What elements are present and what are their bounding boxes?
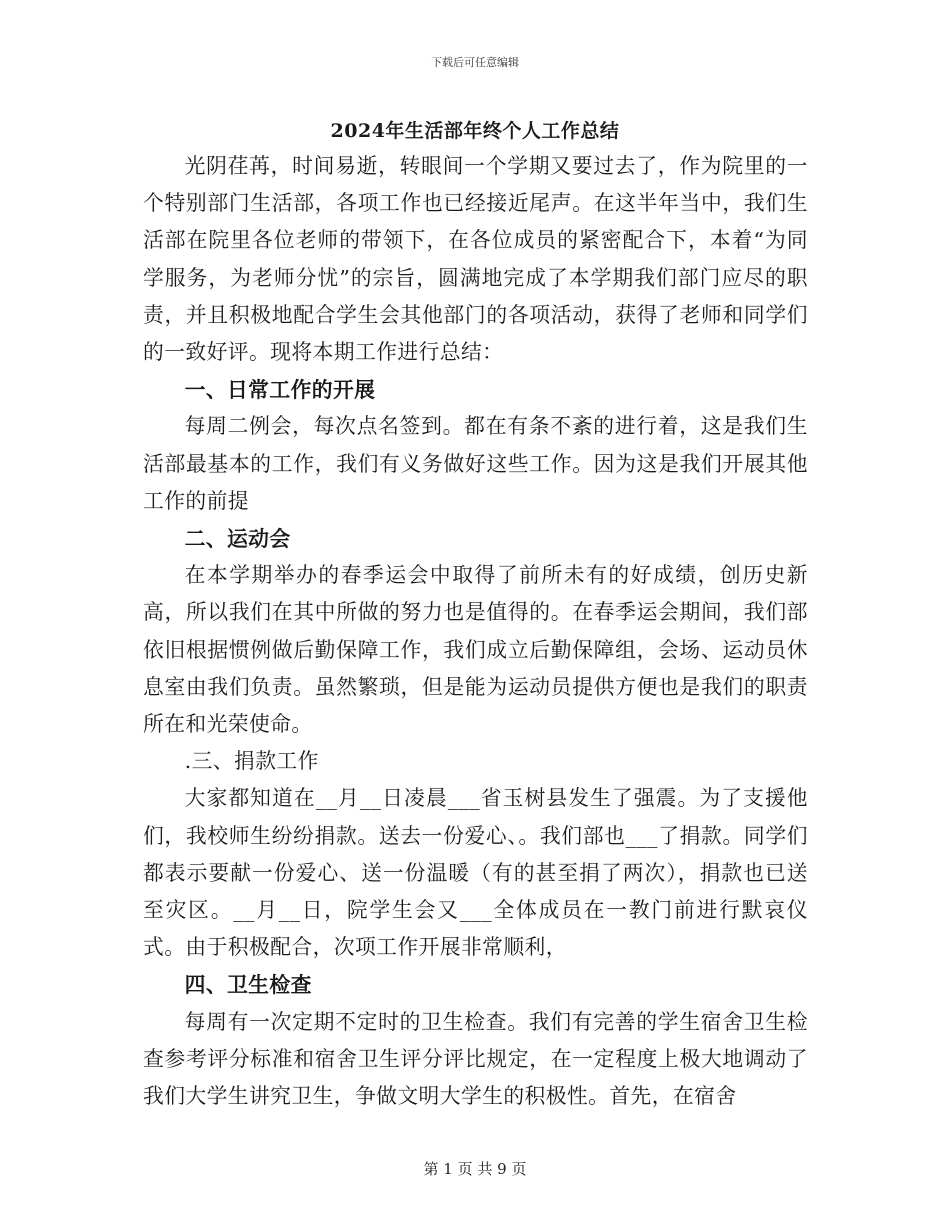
document-body <box>143 148 808 1115</box>
page-footer: 第 1 页 共 9 页 <box>423 1160 527 1178</box>
document-title: 2024年生活部年终个人工作总结 <box>330 120 620 142</box>
section-4-heading: 四、卫生检查 <box>184 972 312 998</box>
intro-paragraph: 光阴荏苒，时间易逝，转眼间一个学期又要过去了，作为院里的一个特别部门生活部，各项工作也已经接近尾声。在这半年当中，我们生活部在院里各位老师的带领下，在各位成员的紧密配合下，本着“为同学服务，为老师分忧”的宗旨，圆满地完成了本学期我们部门应尽的职责，并且积极地配合学生会其他部门的各项活动，获得了老师和同学们的一致好评。现将本期工作进行总结： <box>143 154 808 365</box>
section-3-heading: .三、捐款工作 <box>184 749 319 774</box>
header-note: 下载后可任意编辑 <box>431 56 519 69</box>
section-2-paragraph: 在本学期举办的春季运会中取得了前所未有的好成绩，创历史新高，所以我们在其中所做的努力也是值得的。在春季运会期间，我们部依旧根据惯例做后勤保障工作，我们成立后勤保障组，会场、运动员休息室由我们负责。虽然繁琐，但是能为运动员提供方便也是我们的职责所在和光荣使命。 <box>143 563 808 737</box>
section-3-paragraph: 大家都知道在__月__日凌晨___省玉树县发生了强震。为了支援他们，我校师生纷纷捐款。送去一份爱心、。我们部也___了捐款。同学们都表示要献一份爱心、送一份温暖（有的甚至捐了两次），捐款也已送至灾区。__月__日，院学生会又___全体成员在一教门前进行默哀仪式。由于积极配合，次项工作开展非常顺利， <box>143 786 808 960</box>
section-1-paragraph: 每周二例会，每次点名签到。都在有条不紊的进行着，这是我们生活部最基本的工作，我们有义务做好这些工作。因为这是我们开展其他工作的前提 <box>143 414 808 513</box>
section-2-heading: 二、运动会 <box>184 526 291 552</box>
section-4-paragraph: 每周有一次定期不定时的卫生检查。我们有完善的学生宿舍卫生检查参考评分标准和宿舍卫生评分评比规定，在一定程度上极大地调动了我们大学生讲究卫生，争做文明大学生的积极性。首先，在宿舍 <box>143 1009 808 1109</box>
section-1-heading: 一、日常工作的开展 <box>184 377 376 403</box>
